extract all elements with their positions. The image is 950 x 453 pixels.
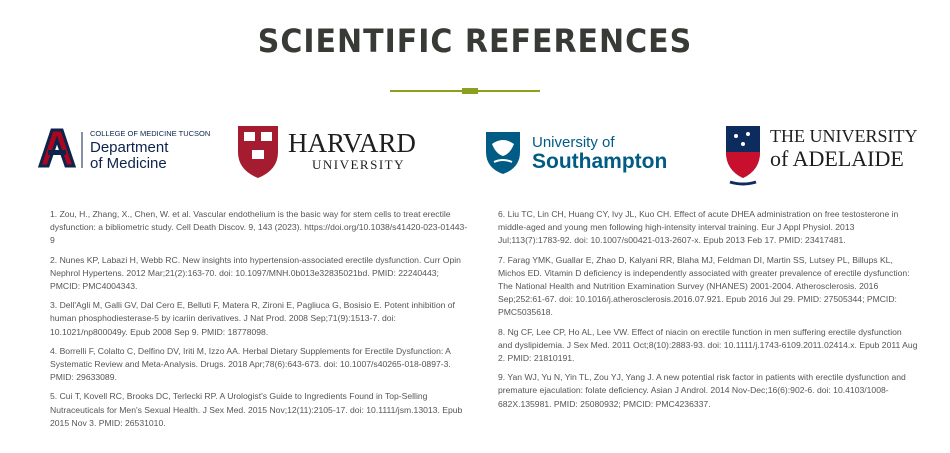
reference-item — [50, 208, 470, 248]
reference-number: 8. — [498, 326, 506, 337]
harvard-logo — [236, 122, 436, 182]
reference-item — [498, 208, 918, 248]
arizona-line1: COLLEGE OF MEDICINE TUCSON — [90, 129, 211, 138]
arizona-a-icon — [36, 122, 226, 182]
reference-item — [50, 345, 470, 385]
reference-text: Ng CF, Lee CP, Ho AL, Lee VW. Effect of niacin on erectile function in men suffering erectile dysfunction and dyslipidemia. J Sex Med. 2011 Oct;8(10):2883-93. doi: 10.1111/j.1743-6109.2011.02414.x. Epub 2011 Aug 2. PMID: 21810191. — [498, 326, 918, 364]
references-left-column — [50, 208, 470, 436]
references-right-column — [498, 208, 918, 417]
reference-number: 1. — [50, 209, 58, 219]
southampton-line1: University of — [532, 134, 615, 151]
arizona-medicine-logo — [36, 122, 226, 182]
reference-text: Liu TC, Lin CH, Huang CY, Ivy JL, Kuo CH. Effect of acute DHEA administration on free testosterone in middle-aged and young men following high-intensity interval training. Eur J Appl Physiol. 2013 Jul;113(7):1783-92. doi: 10.1007/s00421-013-2607-x. Epub 2013 Feb 17. PMID: 23417481. — [498, 209, 899, 246]
reference-text: Farag YMK, Guallar E, Zhao D, Kalyani RR, Blaha MJ, Feldman DI, Martin SS, Lutsey PL, Billups KL, Michos ED. Vitamin D deficiency is independently associated with greater prevalence of erectile dysfunction: The National Health and Nutrition Examination Survey (NHANES) 2001-2004. Atherosclerosis. 2016 Sep;252:61-67. doi: 10.1016/j.atherosclerosis.2016.07.921. Epub 2016 Jul 29. PMID: 27505344; PMCID: PMC5035618. — [498, 254, 910, 318]
reference-number: 9. — [498, 372, 506, 383]
reference-item — [50, 299, 470, 339]
page-title: SCIENTIFIC REFERENCES — [257, 22, 693, 61]
reference-text: Dell'Agli M, Galli GV, Dal Cero E, Belluti F, Matera R, Zironi E, Pagliuca G, Bosisio E. Potent inhibition of human phosphodiesterase-5 by icariin derivatives. J Nat Prod. 2008 Sep;71(9):1513-7. doi: 10.1021/np800049y. Epub 2008 Sep 9. PMID: 18778098. — [50, 300, 455, 337]
reference-item — [50, 254, 470, 294]
logo-row — [0, 122, 950, 182]
reference-number: 5. — [50, 391, 58, 402]
divider-accent — [462, 88, 478, 94]
reference-text: Cui T, Kovell RC, Brooks DC, Terlecki RP. A Urologist's Guide to Ingredients Found in Top-Selling Nutraceuticals for Men's Sexual Health. J Sex Med. 2015 Nov;12(11):2105-17. doi: 10.1111/jsm.13013. Epub 2015 Nov 3. PMID: 26531010. — [50, 391, 463, 428]
reference-text: Yan WJ, Yu N, Yin TL, Zou YJ, Yang J. A new potential risk factor in patients with erectile dysfunction and premature ejaculation: folate deficiency. Asian J Androl. 2014 Nov-Dec;16(6):902-6. doi: 10.4103/1008-682X.135981. PMID: 25080932; PMCID: PMC4236337. — [498, 372, 906, 409]
reference-text: Borrelli F, Colalto C, Delfino DV, Iriti M, Izzo AA. Herbal Dietary Supplements for Erectile Dysfunction: A Systematic Review and Meta-Analysis. Drugs. 2018 Apr;78(6):643-673. doi: 10.1007/s40265-018-0897-3. PMID: 29633089. — [50, 345, 451, 383]
adelaide-crest-icon — [722, 122, 922, 188]
reference-text: Nunes KP, Labazi H, Webb RC. New insights into hypertension-associated erectile dysfunction. Curr Opin Nephrol Hypertens. 2012 Mar;21(2):163-70. doi: 10.1097/MNH.0b013e32835021bd. PMID: 22240443; PMCID: PMC4004343. — [50, 254, 461, 292]
reference-number: 2. — [50, 254, 58, 265]
reference-item — [498, 326, 918, 366]
reference-number: 4. — [50, 345, 58, 356]
reference-item — [50, 390, 470, 430]
southampton-logo — [482, 122, 692, 182]
harvard-sub: UNIVERSITY — [312, 157, 405, 172]
adelaide-logo — [722, 122, 922, 182]
reference-number: 6. — [498, 209, 506, 219]
references-list-left — [50, 208, 470, 430]
harvard-name: HARVARD — [288, 128, 416, 158]
adelaide-line1: THE UNIVERSITY — [770, 126, 918, 146]
arizona-line3: of Medicine — [90, 155, 167, 172]
arizona-line2: Department — [90, 139, 169, 156]
reference-number: 7. — [498, 254, 506, 265]
southampton-line2: Southampton — [532, 150, 668, 173]
reference-text: Zou, H., Zhang, X., Chen, W. et al. Vascular endothelium is the basic way for stem cells to treat erectile dysfunction: a bibliometric study. Cell Death Discov. 9, 143 (2023). https://doi.org/10.1038/s41420-023-01443-9 — [50, 209, 468, 246]
reference-item — [498, 371, 918, 411]
adelaide-line2: of ADELAIDE — [770, 146, 904, 171]
references-list-right — [498, 208, 918, 411]
reference-item — [498, 254, 918, 320]
harvard-shield-icon — [236, 122, 436, 182]
southampton-shield-icon — [482, 122, 692, 182]
reference-number: 3. — [50, 300, 58, 311]
